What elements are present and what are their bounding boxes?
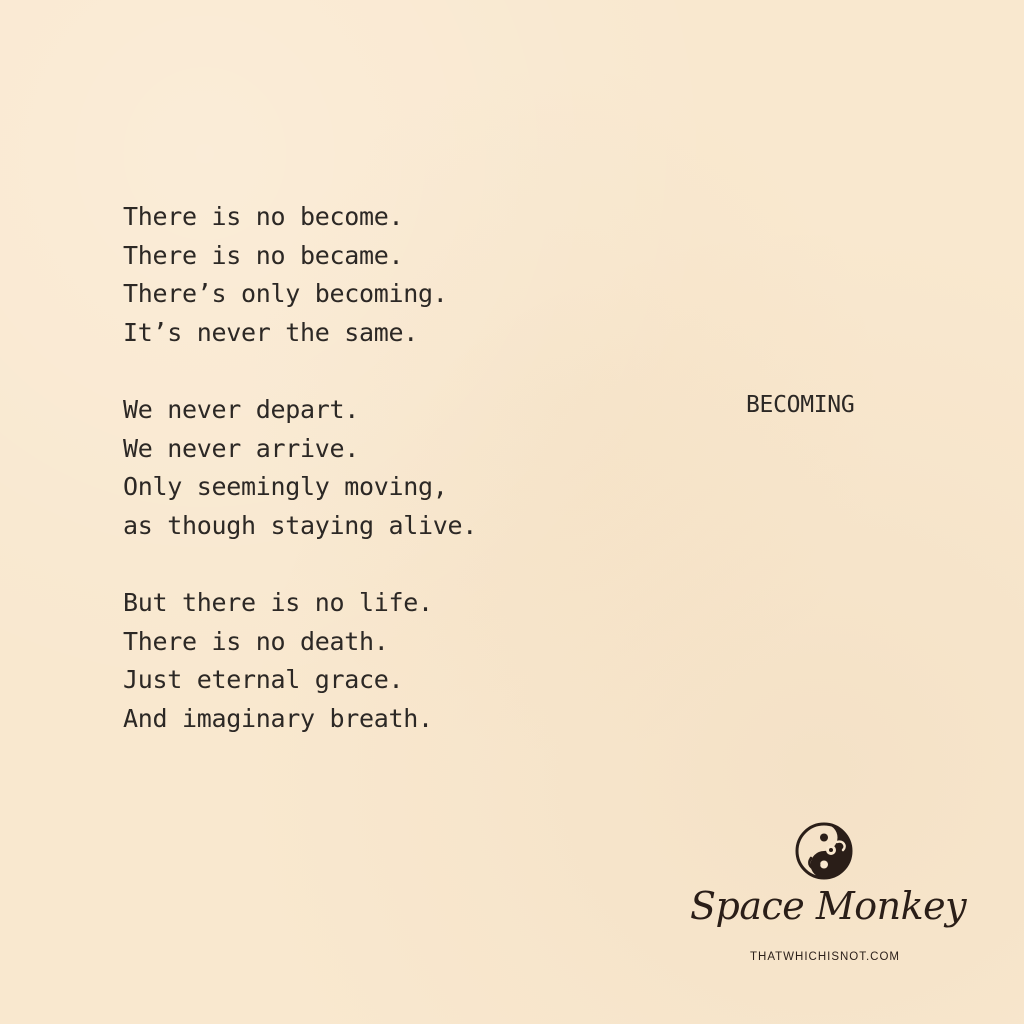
space-monkey-logo	[690, 818, 967, 978]
poem-line: Only seemingly moving,	[123, 472, 448, 502]
poem-line: But there is no life.	[123, 587, 433, 617]
logo-name: Space Monkey	[690, 884, 967, 928]
yin-yang-monkey-icon	[793, 820, 855, 882]
poem-line: There is no became.	[123, 240, 404, 270]
stanza-3	[123, 584, 477, 738]
poem-line: Just eternal grace.	[123, 665, 404, 695]
poem-line: There is no become.	[123, 202, 404, 231]
poem-line: There’s only becoming.	[123, 279, 448, 309]
poem-line: It’s never the same.	[123, 317, 419, 347]
poem-line: We never depart.	[123, 394, 360, 424]
poem-line: There is no death.	[123, 626, 389, 656]
stanza-2	[123, 391, 477, 545]
poem-line: We never arrive.	[123, 433, 360, 463]
stanza-1	[123, 198, 477, 352]
poem	[123, 198, 477, 738]
poem-line: And imaginary breath.	[123, 703, 433, 733]
poem-title: BECOMING	[746, 392, 855, 418]
poem-line: as though staying alive.	[123, 510, 478, 540]
logo-url: THATWHICHISNOT.COM	[749, 951, 901, 963]
